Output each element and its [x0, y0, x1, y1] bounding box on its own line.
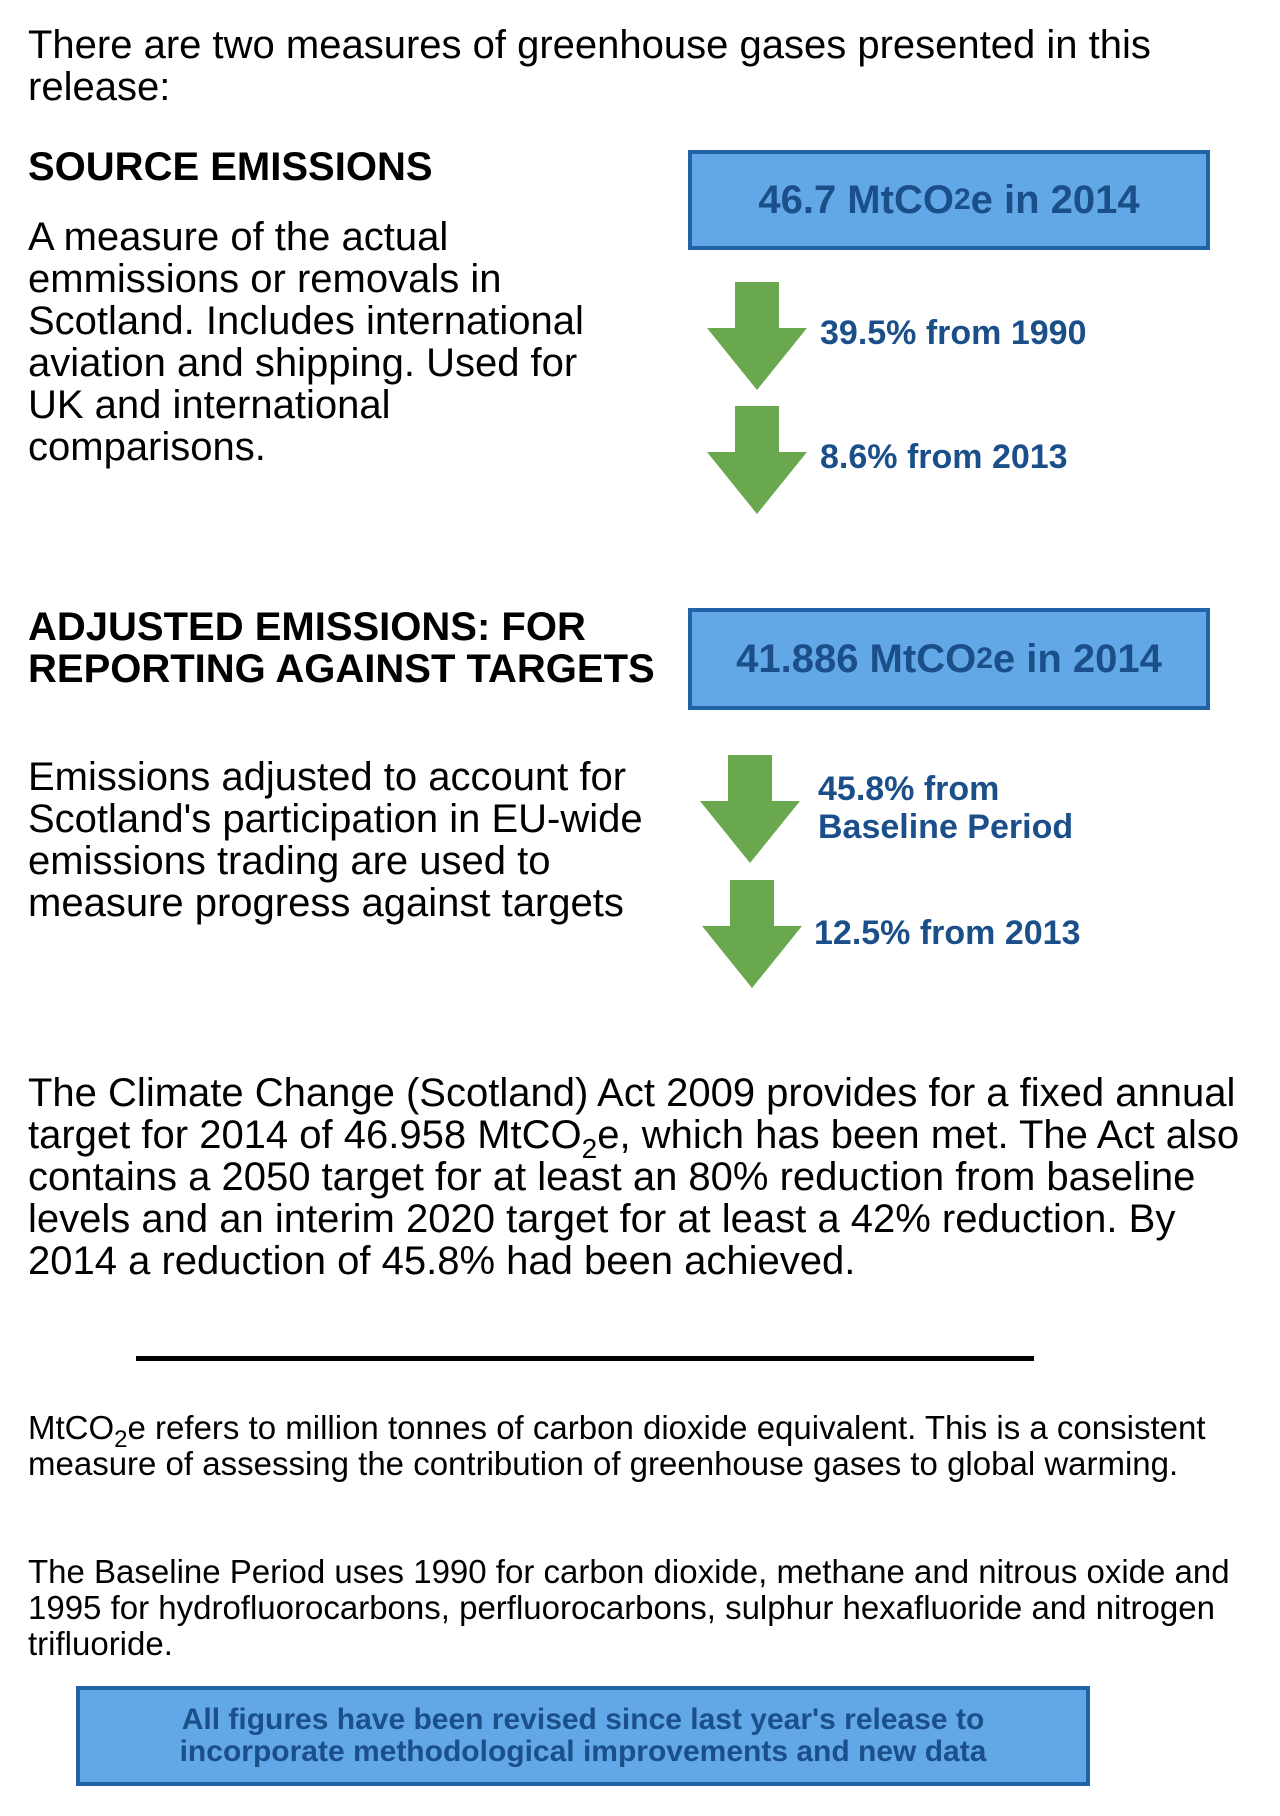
mtco2e-note-part2: e refers to million tonnes of carbon dioxide equivalent. This is a consistent measure of assessing the contribution of greenhouse gases to global warming.	[28, 1409, 1206, 1482]
act-paragraph-part2: e, which has been met. The Act also contains a 2050 target for at least an 80% reduction from baseline levels and an interim 2020 target for at least a 42% reduction. By 2014 a reduction of 45.8% had been achieved.	[28, 1113, 1240, 1283]
adjusted-change-2013: 12.5% from 2013	[814, 914, 1081, 952]
act-paragraph-subscript: 2	[581, 1133, 598, 1164]
adjusted-emissions-total-box: 41.886 MtCO 2 e in 2014	[688, 608, 1210, 710]
mtco2e-note-subscript: 2	[114, 1426, 128, 1453]
down-arrow-icon	[702, 880, 802, 988]
adjusted-emissions-heading: ADJUSTED EMISSIONS: FOR REPORTING AGAINST TARGETS	[28, 605, 655, 691]
source-emissions-total-box: 46.7 MtCO 2 e in 2014	[688, 150, 1210, 250]
down-arrow-icon	[700, 755, 800, 863]
source-emissions-description: A measure of the actual emmissions or removals in Scotland. Includes international aviation and shipping. Used for UK and international comparisons.	[28, 215, 584, 469]
section-divider	[136, 1356, 1034, 1361]
baseline-period-note: The Baseline Period uses 1990 for carbon dioxide, methane and nitrous oxide and 1995 for hydrofluorocarbons, perfluorocarbons, sulphur hexafluoride and nitrogen trifluoride.	[28, 1553, 1230, 1662]
adjusted-emissions-description: Emissions adjusted to account for Scotland's participation in EU-wide emissions trading are used to measure progress against targets	[28, 755, 643, 925]
source-change-2013: 8.6% from 2013	[820, 438, 1068, 476]
source-total-value: 46.7 MtCO	[758, 177, 954, 222]
revision-notice-text: All figures have been revised since last year's release to incorporate methodological improvements and new data	[179, 1703, 987, 1768]
act-paragraph-part1: The Climate Change (Scotland) Act 2009 provides for a fixed annual target for 2014 of 46.958 MtCO	[28, 1071, 1236, 1157]
source-change-1990: 39.5% from 1990	[820, 314, 1087, 352]
down-arrow-icon	[707, 406, 807, 514]
source-emissions-heading: SOURCE EMISSIONS	[28, 145, 433, 189]
mtco2e-note-part1: MtCO	[28, 1409, 115, 1446]
revision-notice-box	[76, 1686, 1090, 1786]
source-total-suffix: e in 2014	[970, 177, 1140, 222]
mtco2e-definition-note	[28, 1410, 1248, 1482]
adjusted-total-value: 41.886 MtCO	[736, 636, 977, 681]
adjusted-change-baseline: 45.8% from Baseline Period	[818, 770, 1074, 846]
down-arrow-icon	[707, 282, 807, 390]
climate-change-act-paragraph	[28, 1072, 1248, 1282]
adjusted-total-suffix: e in 2014	[992, 636, 1162, 681]
intro-text: There are two measures of greenhouse gases presented in this release:	[28, 23, 1151, 109]
